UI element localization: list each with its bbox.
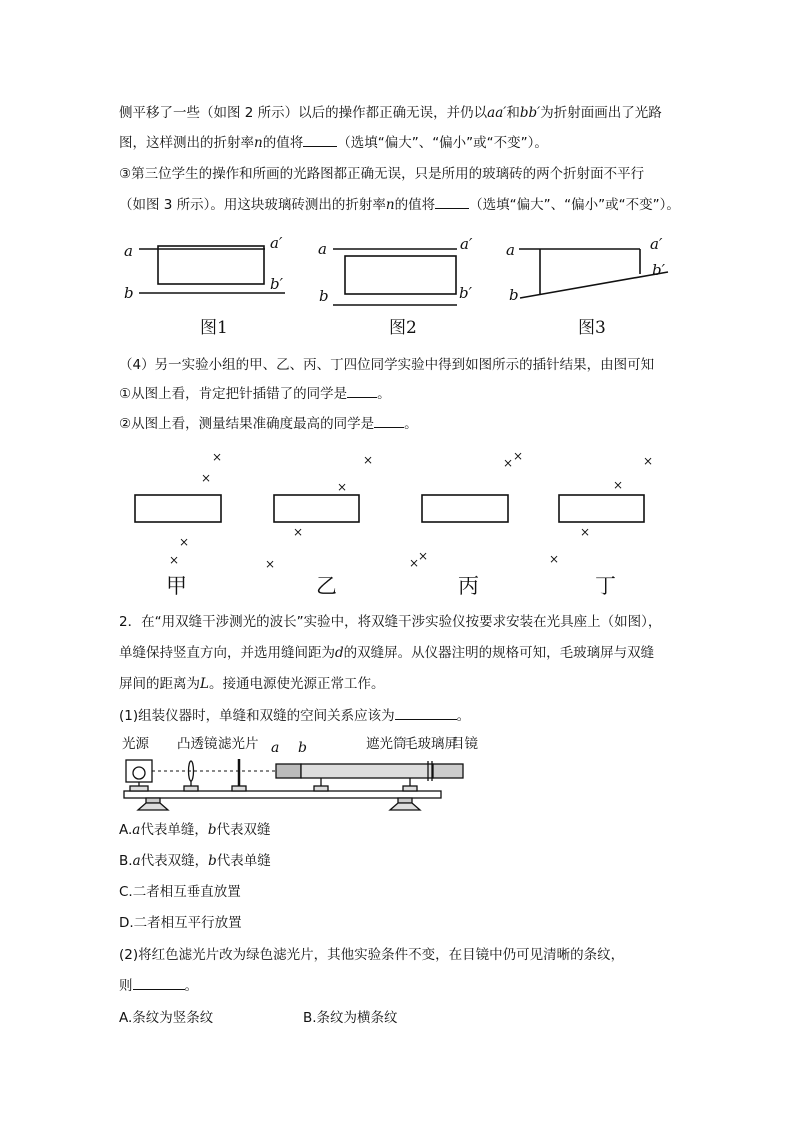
label-a: a [318, 240, 327, 258]
label-tube: 遮光筒 [366, 736, 407, 752]
text: 则 [119, 978, 133, 994]
answer-blank[interactable] [374, 414, 404, 428]
text: B. [119, 853, 133, 869]
var-n: n [254, 135, 263, 151]
text: 的双缝屏。从仪器注明的规格可知，毛玻璃屏与双缝 [343, 645, 655, 661]
text: （选填“偏大”、“偏小”或“不变”）。 [469, 197, 680, 213]
text: (1)组装仪器时，单缝和双缝的空间关系应该为 [119, 708, 395, 724]
label-b: b [298, 740, 307, 756]
pin-mark: × [408, 556, 420, 570]
pin-mark: × [178, 535, 190, 549]
var-a: a [132, 822, 141, 838]
q2-sub2-option-A[interactable]: A.条纹为竖条纹 [119, 1010, 214, 1026]
label-a-prime: a′ [270, 234, 283, 252]
pin-mark: × [548, 552, 560, 566]
q2-sub2: (2)将红色滤光片改为绿色滤光片，其他实验条件不变，在目镜中仍可见清晰的条纹， [119, 947, 625, 963]
text: 图，这样测出的折射率 [119, 135, 254, 151]
q2-sub2-cont [119, 976, 198, 996]
q1-line-1 [119, 103, 662, 123]
var-bb: bb′ [519, 105, 541, 121]
label-b-prime: b′ [270, 275, 284, 293]
student-yi: 乙 [316, 574, 337, 598]
label-light-source: 光源 [122, 736, 149, 752]
answer-blank[interactable] [435, 195, 469, 209]
block-yi [274, 495, 359, 522]
var-L: L [200, 676, 209, 692]
label-a: a [506, 241, 515, 259]
text: 屏间的距离为 [119, 676, 200, 692]
label-b-prime: b′ [459, 284, 473, 302]
pin-mark: × [336, 480, 348, 494]
pin-mark: × [264, 557, 276, 571]
q2-line-3 [119, 674, 384, 694]
student-ding: 丁 [595, 574, 616, 598]
q2-option-B[interactable] [119, 851, 271, 871]
pin-mark: × [512, 449, 524, 463]
label-b: b [124, 284, 134, 302]
q1-line-5 [119, 355, 654, 375]
var-b: b [207, 822, 217, 838]
student-bing: 丙 [458, 574, 479, 598]
student-jia: 甲 [166, 574, 187, 598]
figure-3-caption: 图3 [578, 318, 606, 338]
label-filter: 滤光片 [218, 736, 259, 752]
text: ①从图上看，肯定把针插错了的同学是 [119, 386, 348, 402]
label-b: b [509, 286, 519, 304]
text: （选填“偏大”、“偏小”或“不变”）。 [337, 135, 548, 151]
text: 。 [404, 416, 418, 432]
q2-line-1 [119, 612, 661, 632]
pin-mark: × [362, 453, 374, 467]
text: 和 [506, 105, 520, 121]
figure-2-caption: 图2 [389, 318, 417, 338]
q2-option-C[interactable]: C.二者相互垂直放置 [119, 884, 241, 900]
text: 。 [377, 386, 391, 402]
text: 为折射面画出了光路 [540, 105, 662, 121]
pin-results-figure [0, 445, 794, 575]
block-jia [135, 495, 221, 522]
label-lens: 凸透镜 [177, 736, 218, 752]
var-d: d [335, 645, 344, 661]
pin-mark: × [642, 454, 654, 468]
text: 单缝保持竖直方向，并选用缝间距为 [119, 645, 335, 661]
text: 代表双缝 [216, 822, 271, 838]
text: A. [119, 822, 133, 838]
q2-sub1 [119, 706, 470, 726]
pin-mark: × [292, 525, 304, 539]
text: 。 [184, 978, 198, 994]
pin-mark: × [502, 456, 514, 470]
q2-option-A[interactable] [119, 820, 271, 840]
label-a-prime: a′ [650, 235, 663, 253]
text: 代表双缝， [140, 853, 209, 869]
label-a: a [271, 740, 280, 756]
pin-mark: × [211, 450, 223, 464]
text: ②从图上看，测量结果准确度最高的同学是 [119, 416, 375, 432]
q1-line-4 [119, 195, 680, 215]
text: 代表单缝， [140, 822, 208, 838]
text: 。接通电源使光源正常工作。 [208, 676, 385, 692]
answer-blank[interactable] [395, 706, 457, 720]
label-b: b [319, 287, 329, 305]
block-bing [422, 495, 508, 522]
pin-mark: × [168, 553, 180, 567]
var-aa: aa′ [487, 105, 507, 121]
label-b-prime: b′ [652, 261, 666, 279]
answer-blank[interactable] [133, 976, 185, 990]
q1-line-6 [119, 384, 391, 404]
double-slit-apparatus [0, 730, 794, 820]
pin-mark: × [579, 525, 591, 539]
var-a: a [132, 853, 141, 869]
label-a-prime: a′ [460, 235, 473, 253]
answer-blank[interactable] [347, 384, 377, 398]
pin-mark: × [417, 549, 429, 563]
q1-line-7 [119, 414, 418, 434]
text: 代表单缝 [216, 853, 271, 869]
q2-line-2 [119, 643, 654, 663]
var-n: n [385, 197, 395, 213]
var-b: b [208, 853, 217, 869]
label-a: a [124, 242, 133, 260]
block-ding [559, 495, 644, 522]
pin-mark: × [200, 471, 212, 485]
figure-1-caption: 图1 [200, 318, 228, 338]
label-eyepiece: 目镜 [451, 736, 478, 752]
text: ③第三位学生的操作和所画的光路图都正确无误，只是所用的玻璃砖的两个折射面不平行 [119, 166, 645, 182]
text: （如图 3 所示）。用这块玻璃砖测出的折射率 [119, 197, 386, 213]
label-screen: 毛玻璃屏 [404, 736, 458, 752]
answer-blank[interactable] [303, 133, 337, 147]
q2-option-D[interactable]: D.二者相互平行放置 [119, 915, 242, 931]
text: 。 [456, 708, 471, 724]
text: （4）另一实验小组的甲、乙、丙、丁四位同学实验中得到如图所示的插针结果，由图可知 [119, 357, 655, 373]
q2-sub2-option-B[interactable]: B.条纹为横条纹 [303, 1010, 398, 1026]
q1-line-3 [119, 164, 644, 184]
text: 侧平移了一些（如图 2 所示）以后的操作都正确无误，并仍以 [119, 105, 488, 121]
pin-mark: × [612, 478, 624, 492]
q1-line-2 [119, 133, 548, 153]
text: 的值将 [262, 135, 304, 151]
text: 的值将 [394, 197, 436, 213]
text: 2．在“用双缝干涉测光的波长”实验中，将双缝干涉实验仪按要求安装在光具座上（如图）， [119, 614, 662, 630]
